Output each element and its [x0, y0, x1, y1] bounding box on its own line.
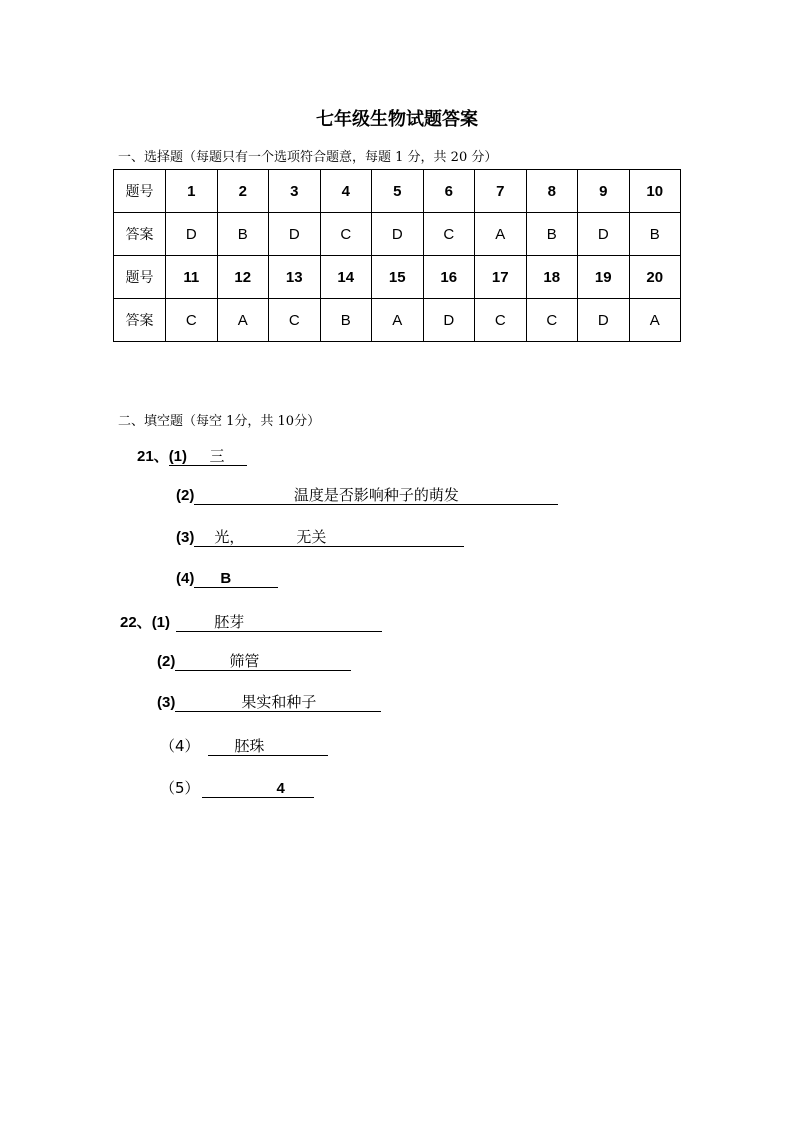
question-number-cell: 3: [269, 170, 321, 213]
q21-part3-blank: [194, 528, 464, 547]
answer-cell: C: [423, 213, 475, 256]
q22-part3-answer: 果实和种子: [241, 693, 317, 711]
answer-cell: D: [372, 213, 424, 256]
answer-cell: D: [423, 299, 475, 342]
q22-part1-label: (1): [151, 614, 171, 631]
question-number-cell: 15: [372, 256, 424, 299]
q21-part1-blank: [187, 447, 247, 466]
answer-cell: B: [629, 213, 681, 256]
answer-cell: D: [166, 213, 218, 256]
question-number-cell: 17: [475, 256, 527, 299]
answer-table: [113, 169, 681, 342]
page-title: 七年级生物试题答案: [316, 109, 478, 130]
answer-cell: D: [578, 213, 630, 256]
question-number-cell: 19: [578, 256, 630, 299]
row-label-answer: 答案: [114, 213, 166, 256]
q22-part1-answer: 胚芽: [214, 613, 245, 631]
question-number-cell: 10: [629, 170, 681, 213]
answer-cell: C: [526, 299, 578, 342]
answer-cell: D: [269, 213, 321, 256]
answer-cell: B: [526, 213, 578, 256]
q21-part1: [137, 445, 247, 466]
answer-cell: B: [217, 213, 269, 256]
answer-cell: C: [269, 299, 321, 342]
q21-number: 21、: [137, 448, 169, 465]
answer-cell: B: [320, 299, 372, 342]
q22-part4-label: （4）: [160, 737, 200, 755]
question-number-cell: 12: [217, 256, 269, 299]
table-row-answers-2: [114, 299, 681, 342]
q21-part1-label: (1): [168, 448, 188, 465]
question-number-cell: 7: [475, 170, 527, 213]
q22-part4: [160, 735, 328, 756]
q22-part5-blank: [202, 779, 314, 798]
section-heading-fill-in: 二、填空题（每空 1分，共 10分）: [118, 414, 321, 429]
answer-cell: A: [372, 299, 424, 342]
q21-part1-answer: 三: [209, 447, 225, 465]
question-number-cell: 8: [526, 170, 578, 213]
answer-cell: A: [629, 299, 681, 342]
q21-part2-answer: 温度是否影响种子的萌发: [293, 486, 459, 504]
section-heading-multiple-choice: 一、选择题（每题只有一个选项符合题意，每题 1 分，共 20 分）: [118, 150, 498, 165]
question-number-cell: 14: [320, 256, 372, 299]
question-number-cell: 13: [269, 256, 321, 299]
q21-part3: [176, 528, 464, 547]
q21-part4: [176, 569, 278, 588]
table-row-numbers-1: [114, 170, 681, 213]
q21-part3-answer-a: 光，: [214, 528, 245, 546]
q21-part3-answer-b: 无关: [296, 528, 327, 546]
table-row-numbers-2: [114, 256, 681, 299]
answer-cell: C: [475, 299, 527, 342]
question-number-cell: 4: [320, 170, 372, 213]
q21-part4-answer: B: [220, 570, 232, 587]
question-number-cell: 9: [578, 170, 630, 213]
question-number-cell: 16: [423, 256, 475, 299]
q22-part5-label: （5）: [160, 779, 200, 797]
answer-cell: C: [320, 213, 372, 256]
q22-part2-label: (2): [157, 653, 176, 670]
q21-part3-label: (3): [176, 529, 195, 546]
q22-part1-blank: [176, 613, 382, 632]
q22-part2-answer: 筛管: [229, 652, 260, 670]
question-number-cell: 20: [629, 256, 681, 299]
q22-number: 22、: [120, 614, 152, 631]
row-label-number: 题号: [114, 170, 166, 213]
q22-part2-blank: [175, 652, 351, 671]
answer-cell: A: [475, 213, 527, 256]
question-number-cell: 2: [217, 170, 269, 213]
row-label-answer: 答案: [114, 299, 166, 342]
q21-part4-blank: [194, 569, 278, 588]
q21-part2-label: (2): [176, 487, 195, 504]
question-number-cell: 5: [372, 170, 424, 213]
q22-part4-answer: 胚珠: [234, 737, 265, 755]
question-number-cell: 18: [526, 256, 578, 299]
q22-part3: [157, 693, 381, 712]
question-number-cell: 6: [423, 170, 475, 213]
q21-part2-blank: [194, 486, 558, 505]
answer-cell: D: [578, 299, 630, 342]
row-label-number: 题号: [114, 256, 166, 299]
q21-part2: [176, 486, 558, 505]
question-number-cell: 11: [166, 256, 218, 299]
table-row-answers-1: [114, 213, 681, 256]
q22-part5-answer: 4: [276, 780, 285, 797]
q22-part3-blank: [175, 693, 381, 712]
q22-part4-blank: [208, 737, 328, 756]
q22-part5: [160, 777, 314, 798]
answer-cell: A: [217, 299, 269, 342]
q22-part2: [157, 652, 351, 671]
answer-cell: C: [166, 299, 218, 342]
q22-part1: [120, 611, 382, 632]
q21-part4-label: (4): [176, 570, 195, 587]
question-number-cell: 1: [166, 170, 218, 213]
q22-part3-label: (3): [157, 694, 176, 711]
